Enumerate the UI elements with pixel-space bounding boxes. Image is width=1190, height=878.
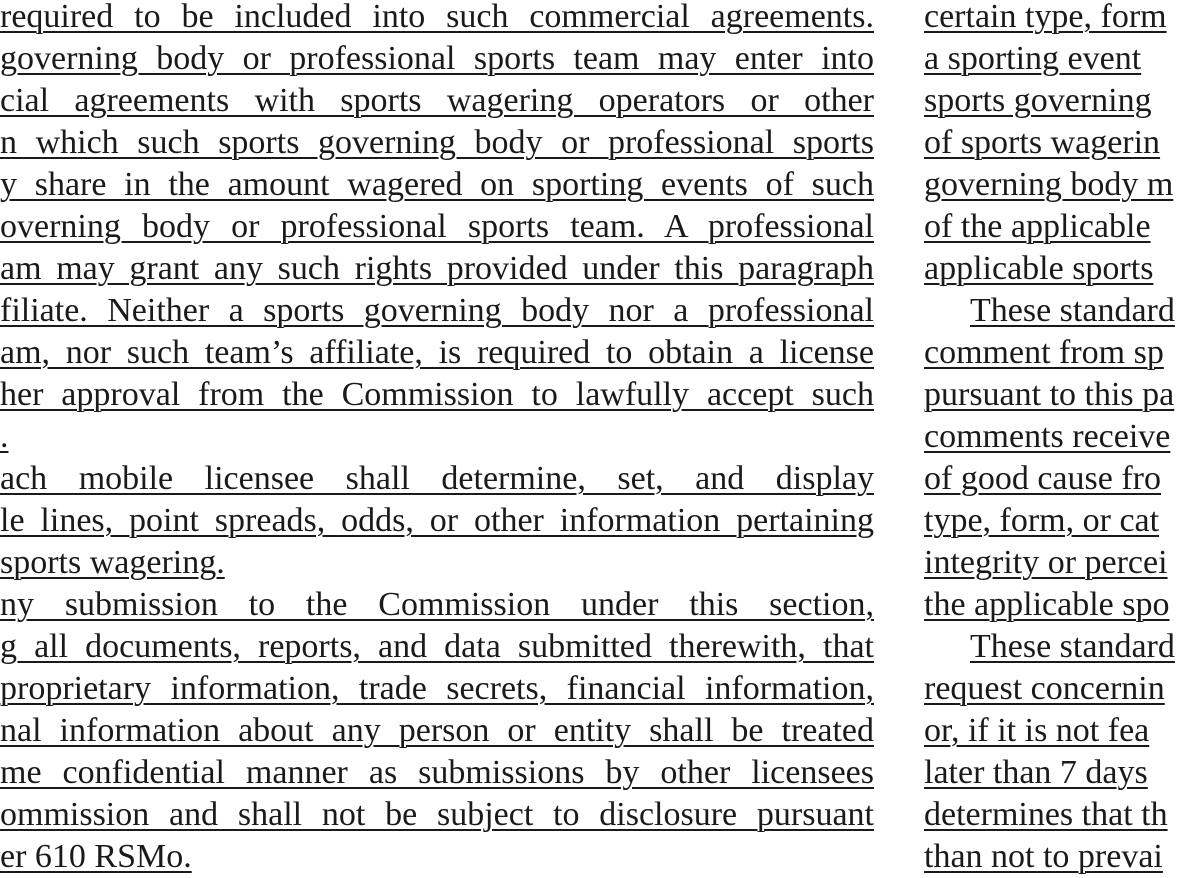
right-line-20: determines that th	[924, 796, 1168, 833]
left-line-5: y share in the amount wagered on sporting events of such	[0, 168, 874, 203]
left-line-3: cial agreements with sports wagering operators or other	[0, 84, 874, 119]
left-line-17: proprietary information, trade secrets, financial information,	[0, 672, 874, 707]
right-line-18: or, if it is not fea	[924, 712, 1150, 749]
right-line-16: These standard	[970, 628, 1175, 665]
right-line-14: integrity or percei	[924, 544, 1168, 581]
left-line-2: governing body or professional sports team may enter into	[0, 42, 874, 77]
left-line-12: ach mobile licensee shall determine, set, and display	[0, 462, 874, 497]
left-line-15: ny submission to the Commission under this section,	[0, 588, 874, 623]
right-line-19: later than 7 days	[924, 754, 1148, 791]
right-line-15: the applicable spo	[924, 586, 1170, 623]
right-line-17: request concernin	[924, 670, 1165, 707]
left-line-18: nal information about any person or entity shall be treated	[0, 714, 874, 749]
left-line-4: n which such sports governing body or professional sports	[0, 126, 874, 161]
left-line-10: her approval from the Commission to lawfully accept such	[0, 378, 874, 413]
right-line-21: than not to prevai	[924, 838, 1163, 875]
left-line-1: required to be included into such commercial agreements.	[0, 0, 874, 35]
left-line-11: .	[0, 418, 9, 455]
right-line-5: governing body m	[924, 166, 1174, 203]
left-line-20: ommission and shall not be subject to disclosure pursuant	[0, 798, 874, 833]
right-line-2: a sporting event	[924, 40, 1142, 77]
left-line-13: le lines, point spreads, odds, or other information pertaining	[0, 504, 874, 539]
right-line-12: of good cause fro	[924, 460, 1161, 497]
right-line-13: type, form, or cat	[924, 502, 1160, 539]
left-line-7: am may grant any such rights provided under this paragraph	[0, 252, 874, 287]
right-line-9: comment from sp	[924, 334, 1164, 371]
right-text-column	[924, 0, 1190, 878]
right-line-10: pursuant to this pa	[924, 376, 1175, 413]
left-line-14: sports wagering.	[0, 544, 225, 581]
right-line-3: sports governing	[924, 82, 1152, 119]
left-line-16: g all documents, reports, and data submitted therewith, that	[0, 630, 874, 665]
right-line-7: applicable sports	[924, 250, 1154, 287]
left-line-19: me confidential manner as submissions by other licensees	[0, 756, 874, 791]
left-line-21: er 610 RSMo.	[0, 838, 192, 875]
left-line-8: filiate. Neither a sports governing body nor a professional	[0, 294, 874, 329]
right-line-8: These standard	[970, 292, 1175, 329]
left-line-9: am, nor such team’s affiliate, is required to obtain a license	[0, 336, 874, 371]
right-line-1: certain type, form	[924, 0, 1167, 35]
right-line-6: of the applicable	[924, 208, 1151, 245]
right-line-4: of sports wagerin	[924, 124, 1161, 161]
left-line-6: overning body or professional sports team. A professional	[0, 210, 874, 245]
right-line-11: comments receive	[924, 418, 1171, 455]
